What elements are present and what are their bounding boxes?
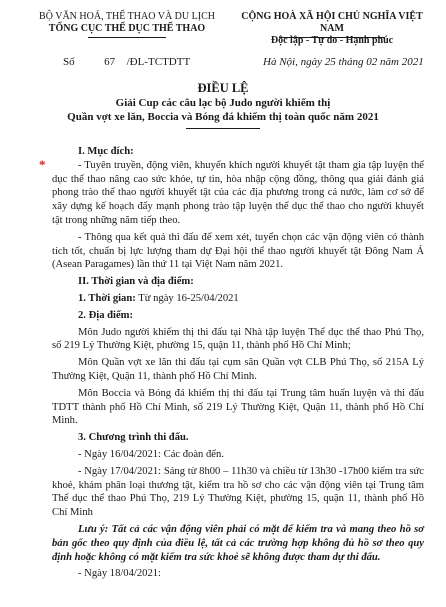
document-subtitle-2: Quần vợt xe lăn, Boccia và Bóng đá khiếm thị toàn quốc năm 2021: [67, 111, 379, 123]
place-paragraph-judo: Môn Judo người khiếm thị thi đấu tại Nhà tập luyện Thể dục thể thao Phú Thọ, số 219 Lý Thường Kiệt, phường 15, quận 11, thành phố Hồ Chí Minh;: [52, 326, 424, 352]
place-label: 2. Địa điểm:: [78, 309, 134, 321]
so-code: /ĐL-TCTDTT: [126, 56, 191, 68]
section-1-heading: I. Mục đích:: [78, 146, 134, 157]
time-line: [52, 292, 424, 306]
agency-name: TỔNG CỤC THỂ DỤC THỂ THAO: [48, 23, 206, 34]
document-title: ĐIỀU LỆ: [197, 81, 249, 95]
section-3-heading: 3. Chương trình thi đấu.: [78, 432, 189, 444]
national-motto-block: [232, 11, 432, 47]
country-name: CỘNG HOÀ XÃ HỘI CHỦ NGHĨA VIỆT NAM: [241, 11, 423, 34]
section-2-heading: II. Thời gian và địa điểm:: [78, 276, 194, 288]
important-note: Lưu ý: Tất cả các vận động viên phải có mặt để kiểm tra và mang theo hồ sơ bản gốc theo quy định của điều lệ, tất cả các trường hợp không đủ hồ sơ theo quy định hoặc không có mặt kiểm tra sức khoẻ sẽ không được tham dự thi đấu.: [52, 523, 424, 563]
agency-underline: [88, 37, 166, 38]
schedule-day-18: - Ngày 18/04/2021:: [78, 568, 161, 580]
section-1-paragraph-2: - Thông qua kết quả thi đấu để xem xét, tuyển chọn các vận động viên có thành tích tốt, chuẩn bị lực lượng tham dự Đại hội thể thao người khuyết tật Đông Nam Á (Asean Paragames) lần thứ 11 tại Việt Nam năm 2021.: [52, 231, 424, 271]
so-number: 67: [104, 56, 116, 68]
place-paragraph-boccia-football: Môn Boccia và Bóng đá khiếm thị thi đấu tại Trung tâm huấn luyện và thi đấu TDTT thành phố Hồ Chí Minh, số 219 Lý Thường Kiệt, Quận 11, thành phố Hồ Chí Minh.: [52, 387, 424, 427]
title-underline: [186, 128, 260, 129]
section-1-paragraph-1: - Tuyên truyền, động viên, khuyến khích người khuyết tật tham gia tập luyện thể dục thể thao nâng cao sức khỏe, tự tin, hòa nhập cộng đồng, thông qua giải đánh giá phong trào thể thao người khuyết tật của các địa phương trong cả nước, làm cơ sở để xây dựng kế hoạch đẩy mạnh phong trào tập luyện thể dục thể thao cho người khuyết tật trong những năm tiếp theo.: [52, 159, 424, 226]
document-number-line: [63, 55, 190, 69]
schedule-day-16: - Ngày 16/04/2021: Các đoàn đến.: [78, 448, 224, 460]
so-label: Số: [63, 56, 75, 68]
place-date: Hà Nội, ngày 25 tháng 02 năm 2021: [263, 56, 424, 68]
document-subtitle-1: Giải Cup các câu lạc bộ Judo người khiếm thị: [115, 97, 331, 109]
margin-mark: *: [39, 157, 46, 172]
time-value: Từ ngày 16-25/04/2021: [135, 292, 239, 304]
place-paragraph-tennis: Môn Quần vợt xe lăn thi đấu tại cụm sân Quần vợt CLB Phú Thọ, số 215A Lý Thường Kiệt, Quận 11, thành phố Hồ Chí Minh.: [52, 357, 424, 382]
time-label: 1. Thời gian:: [78, 292, 136, 304]
motto: Độc lập - Tự do - Hạnh phúc: [270, 35, 394, 46]
motto-underline: [279, 37, 385, 38]
schedule-day-17: - Ngày 17/04/2021: Sáng từ 8h00 – 11h30 và chiều từ 13h30 -17h00 kiểm tra sức khoẻ, khám phân loại thương tật, kiểm tra hồ sơ cho các vận động viên tại Trung tâm Thể dục thể thao Phú Thọ, 219 Lý Thường Kiệt, phường 15, quận 11, thành phố Hồ Chí Minh: [52, 465, 424, 519]
ministry-name: BỘ VĂN HOÁ, THỂ THAO VÀ DU LỊCH: [39, 11, 215, 22]
issuing-agency-block: [38, 11, 216, 35]
document-body: [52, 145, 424, 581]
